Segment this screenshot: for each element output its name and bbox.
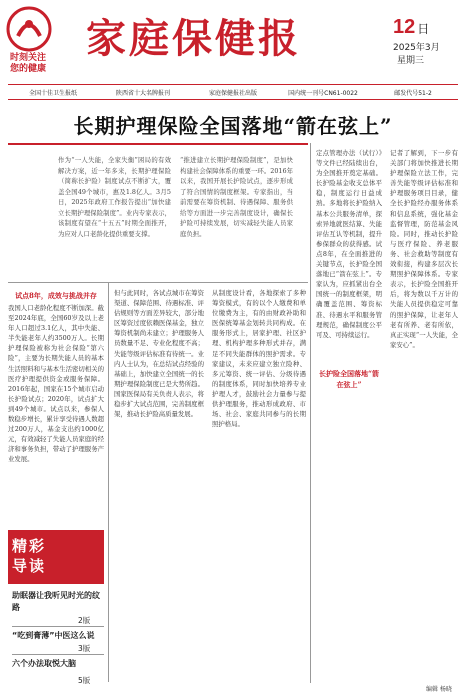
article-column-4 <box>316 148 382 683</box>
sidebar-item-divider <box>12 626 104 627</box>
sidebar-item-2-page: 3版 <box>78 644 91 653</box>
column-divider <box>310 143 311 683</box>
info-issn: 国内统一刊号CN61-0022 <box>288 89 358 97</box>
article-column-5: 记者了解到，下一步有关部门将加快推进长期护理保险立法工作，完善失能等级评估标准和护理服务项目目录，健全长护险经办服务体系和信息系统，强化基金监督管理，防范基金风险。同时，推动长护险与医疗保险、养老服务、社会救助等制度有效衔接，构建多层次长期照护保障体系。专家表示，长护险全国推开后，将为数以千万计的失能人员提供稳定可靠的照护保障，让老年人老有所养、老有所依，真正实现“一人失能，全家安心”。 <box>390 149 458 349</box>
info-award: 全国十佳卫生报纸 <box>28 89 77 97</box>
newspaper-title: 家庭保健报 <box>86 15 301 62</box>
lead-column-1: 作为“一人失能，全家失衡”困局的有效解决方案，近一年多来，长期护理保险（简称长护险）制度试点不断扩大，覆盖全国49个城市，惠及1.8亿人。3月5日，2025年政府工作报告提出“加快建立长期护理保险制度”。业内专家表示，该制度有望在“十五五”时期全面推开，为应对人口老龄化提供重要支撑。 <box>58 156 171 238</box>
issue-day-number: 12 <box>393 16 416 38</box>
main-headline: 长期护理保险全国落地“箭在弦上” <box>73 114 393 138</box>
article-column-2: 但与此同时，各试点城市在筹资渠道、保障范围、待遇标准、评估规则等方面差异较大，部分地区筹资过度依赖医保基金，独立筹资机制尚未建立；护理服务人员数量不足、专业化程度不高；失能等级评估标准有待统一。业内人士认为，在总结试点经验的基础上，加快建立全国统一的长期护理保险制度已是大势所趋。国家医保局有关负责人表示，将稳步扩大试点范围，完善制度框架，推动长护险高质量发展。 <box>114 289 204 419</box>
lead-paragraph <box>58 155 298 271</box>
column-4-text: 定点管理办法（试行）》等文件已经陆续出台，为全国推开奠定基础。长护险基金收支总体平稳，制度运行日益成熟。多地将长护险纳入基本公共服务清单，探索异地就医结算、失能评估互认等机制，提升参保群众的获得感。试点8年，在全面推进的关键节点，长护险全国落地已“箭在弦上”。专家认为，应抓紧出台全国统一的制度框架，明确覆盖范围、筹资标准、待遇水平和服务管理规范，确保制度公平可及、可持续运行。 <box>316 149 382 339</box>
sidebar-item-3-page: 5版 <box>78 676 91 685</box>
article-column-1 <box>8 288 104 524</box>
issue-weekday: 星期三 <box>397 56 425 66</box>
sidebar-item-divider <box>12 654 104 655</box>
headline-divider <box>8 143 308 145</box>
sidebar-item-3[interactable]: 六个办法取悦大脑 <box>12 659 76 668</box>
sidebar-title-line-2: 导读 <box>12 557 47 575</box>
editor-byline: 编辑 杨晓 <box>426 686 452 693</box>
column-1-text: 我国人口老龄化程度不断加深。截至2024年底，全国60岁及以上老年人口超过3.1亿人，其中失能、半失能老年人约3500万人。长期护理保险被称为社会保险“第六险”，主要为长期失能人员的基本生活照料和与基本生活密切相关的医疗护理提供资金或服务保障。2016年起，国家在15个城市启动长护险试点；2020年，试点扩大到49个城市。试点以来，参保人数稳步增长，累计享受待遇人数超过200万人，基金支出约1000亿元，有效减轻了失能人员家庭的经济和事务负担，带动了护理服务产业发展。 <box>8 304 104 464</box>
issue-date: 2025年3月 <box>393 43 440 53</box>
sidebar-item-1[interactable]: 助眠器让我听见时光的纹路 <box>12 591 100 612</box>
lead-column-2: “推进建立长期护理保险制度”，是加快构建社会保障体系的重要一环。2016年以来，我国开展长护险试点，逐步形成了符合国情的制度框架。专家指出，当前需要在筹资机制、待遇保障、服务供给等方面进一步完善制度设计，确保长护险可持续发展，切实减轻失能人员家庭负担。 <box>180 156 293 238</box>
column-4-subhead: 长护险全国落地“箭在弦上” <box>318 369 380 389</box>
article-column-3: 从制度设计看，各地探索了多种筹资模式，有的以个人缴费和单位缴费为主，有的由财政补助和医保统筹基金划转共同构成。在服务形式上，居家护理、社区护理、机构护理多种形式并存，满足不同失能群体的照护需求。专家建议，未来应建立独立险种、多元筹资、统一评估、分级待遇的制度体系，同时加快培养专业护理人才，鼓励社会力量参与提供护理服务，推动形成政府、市场、社会、家庭共同参与的长期照护格局。 <box>212 289 306 429</box>
column-4-subhead-wrap <box>316 368 382 389</box>
newspaper-logo-icon <box>6 6 52 52</box>
sidebar-item-2[interactable]: “吃到膏薄”中医这么说 <box>12 631 95 640</box>
lead-divider <box>8 282 308 283</box>
sidebar-divider <box>108 282 109 682</box>
sidebar-title-line-1: 精彩 <box>12 537 47 555</box>
column-1-subhead: 试点8年，成效与挑战并存 <box>15 291 97 300</box>
masthead-info-bar <box>8 84 458 100</box>
issue-day <box>393 16 429 39</box>
masthead-slogan <box>10 53 70 75</box>
info-postal-code: 邮发代号51-2 <box>394 89 432 97</box>
slogan-line-1: 时刻关注 <box>10 53 47 63</box>
slogan-line-2: 您的健康 <box>10 64 47 74</box>
info-publisher: 家庭保健报社出版 <box>208 89 257 97</box>
issue-day-unit: 日 <box>417 22 430 36</box>
info-brand: 陕西省十大名牌报刊 <box>115 89 170 97</box>
sidebar-item-1-page: 2版 <box>78 616 91 625</box>
